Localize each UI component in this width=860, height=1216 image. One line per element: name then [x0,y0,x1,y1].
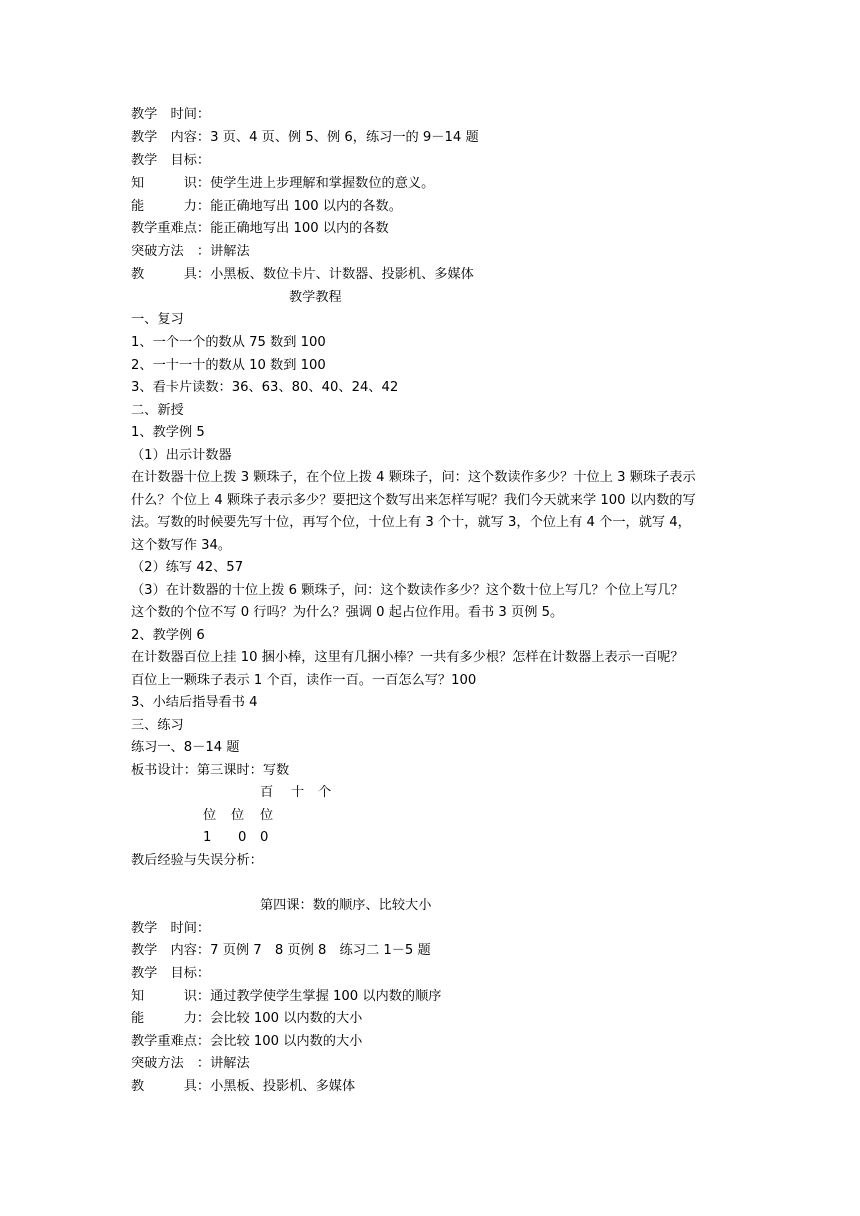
review-heading: 一、复习 [131,312,184,327]
lesson3-ability: 能 力：能正确地写出 100 以内的各数。 [131,199,402,214]
board-design: 板书设计：第三课时：写数 [131,763,290,778]
example5-step1: （1）出示计数器 [131,448,232,463]
lesson3-content: 教学 内容：3 页、4 页、例 5、例 6，练习一的 9－14 题 [131,130,479,145]
lesson3-time: 教学 时间： [131,107,211,122]
example5-paragraph-line4: 这个数写作 34。 [131,538,232,553]
lesson3-difficulty: 教学重难点：能正确地写出 100 以内的各数 [131,221,389,236]
new-lesson-heading: 二、新授 [131,403,184,418]
lesson3-tools: 教 具：小黑板、数位卡片、计数器、投影机、多媒体 [131,267,474,282]
lesson4-goal: 教学 目标： [131,966,211,981]
lesson4-time: 教学 时间： [131,921,211,936]
example5-paragraph-line3: 法。写数的时候要先写十位，再写个位，十位上有 3 个十，就写 3，个位上有 4 个一，就写 4， [131,515,691,530]
lesson4-ability: 能 力：会比较 100 以内数的大小 [131,1011,363,1026]
example6-paragraph-line1: 在计数器百位上挂 10 捆小棒，这里有几捆小棒？一共有多少根？怎样在计数器上表示一百呢？ [131,650,684,665]
reflection: 教后经验与失误分析： [131,853,263,868]
board-cell: 位 [203,808,217,823]
example5-paragraph-line1: 在计数器十位上拨 3 颗珠子，在个位上拨 4 颗珠子，问：这个数读作多少？十位上 3 颗珠子表示 [131,470,696,485]
board-cell: 位 [231,808,245,823]
lesson4-content: 教学 内容：7 页例 7 8 页例 8 练习二 1－5 题 [131,943,431,958]
example5-step3-line1: （3）在计数器的十位上拨 6 颗珠子，问：这个数读作多少？这个数十位上写几？个位上写几？ [131,583,684,598]
lesson4-title: 第四课：数的顺序、比较大小 [260,898,432,913]
lesson3-method: 突破方法 ：讲解法 [131,244,250,259]
lesson4-difficulty: 教学重难点：会比较 100 以内数的大小 [131,1034,363,1049]
lesson4-knowledge: 知 识：通过教学使学生掌握 100 以内数的顺序 [131,989,442,1004]
board-cell: 位 [260,808,274,823]
review-item-1: 1、一个一个的数从 75 数到 100 [131,335,326,350]
example5-heading: 1、教学例 5 [131,425,205,440]
lesson4-tools: 教 具：小黑板、投影机、多媒体 [131,1079,356,1094]
lesson4-method: 突破方法 ：讲解法 [131,1056,250,1071]
board-cell: 0 [260,830,269,845]
lesson3-goal: 教学 目标： [131,153,211,168]
example6-paragraph-line2: 百位上一颗珠子表示 1 个百，读作一百。一百怎么写？100 [131,673,477,688]
board-cell: 十 [291,785,305,800]
board-cell: 百 [260,785,274,800]
example5-paragraph-line2: 什么？个位上 4 颗珠子表示多少？要把这个数写出来怎样写呢？我们今天就来学 100 以内数的写 [131,493,696,508]
example5-step3-line2: 这个数的个位不写 0 行吗？为什么？强调 0 起占位作用。看书 3 页例 5。 [131,605,564,620]
review-item-3: 3、看卡片读数：36、63、80、40、24、42 [131,380,399,395]
process-title: 教学教程 [289,290,342,305]
lesson3-knowledge: 知 识：使学生进上步理解和掌握数位的意义。 [131,176,435,191]
practice-items: 练习一、8－14 题 [131,740,240,755]
board-cell: 1 [203,830,212,845]
practice-heading: 三、练习 [131,718,184,733]
summary-item: 3、小结后指导看书 4 [131,695,258,710]
board-cell: 个 [318,785,332,800]
board-cell: 0 [238,830,247,845]
review-item-2: 2、一十一十的数从 10 数到 100 [131,358,326,373]
example6-heading: 2、教学例 6 [131,628,205,643]
example5-step2: （2）练写 42、57 [131,560,244,575]
